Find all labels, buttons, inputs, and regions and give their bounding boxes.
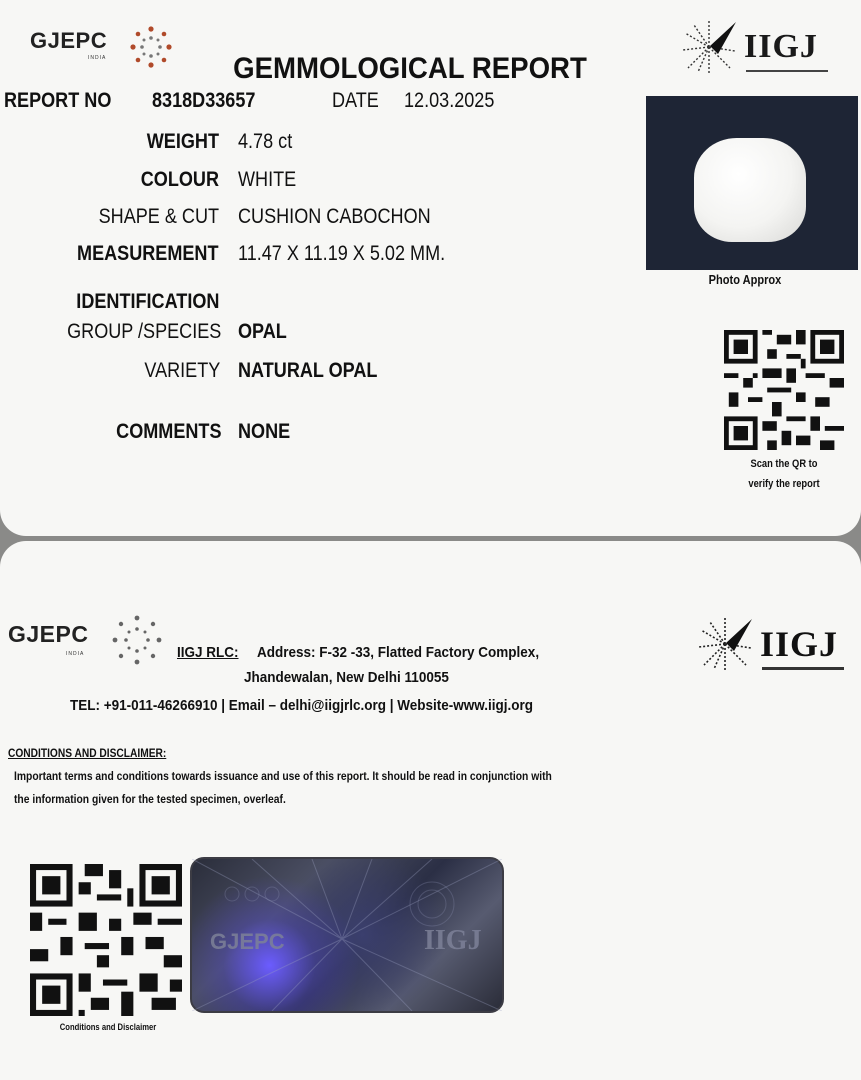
- photo-caption: Photo Approx: [708, 272, 782, 287]
- measurement-label: MEASUREMENT: [77, 242, 219, 265]
- iigj-logo-underline: [746, 70, 828, 72]
- iigj-starburst-back-icon: [696, 615, 754, 673]
- date-label: DATE: [332, 89, 379, 112]
- gjepc-logo-sub: INDIA: [88, 55, 107, 61]
- iigj-logo-back-underline: [762, 667, 844, 670]
- conditions-qr-code[interactable]: [30, 864, 182, 1016]
- variety-label: VARIETY: [144, 359, 220, 382]
- report-no-label: REPORT NO: [4, 89, 112, 112]
- report-card-front: [0, 0, 861, 536]
- gjepc-emblem-icon: [128, 24, 174, 70]
- identification-label: IDENTIFICATION: [75, 290, 219, 313]
- iigj-logo: [680, 16, 830, 76]
- conditions-line-2: the information given for the tested specimen, overleaf.: [14, 792, 286, 806]
- gjepc-emblem-back-icon: [110, 613, 164, 667]
- hologram-gjepc-text: GJEPC: [210, 929, 285, 954]
- conditions-heading: CONDITIONS AND DISCLAIMER:: [8, 746, 167, 760]
- shape-cut-value: CUSHION CABOCHON: [238, 205, 431, 228]
- colour-label: COLOUR: [140, 168, 219, 191]
- gjepc-logo-back-text: GJEPC: [8, 621, 89, 647]
- comments-value: NONE: [238, 420, 291, 443]
- iigj-starburst-icon: [680, 18, 738, 76]
- gemstone-photo: [646, 96, 858, 270]
- iigj-logo-back: [696, 611, 846, 675]
- report-no-value: 8318D33657: [152, 89, 256, 112]
- qr-caption-line-1: Scan the QR to: [750, 458, 818, 470]
- group-species-value: OPAL: [238, 320, 287, 343]
- measurement-value: 11.47 X 11.19 X 5.02 MM.: [238, 242, 446, 265]
- gjepc-logo-back: [8, 611, 168, 667]
- address-line-2: Jhandewalan, New Delhi 110055: [244, 669, 449, 686]
- variety-value: NATURAL OPAL: [238, 359, 378, 382]
- address-label: IIGJ RLC:: [177, 644, 239, 661]
- conditions-qr-caption: Conditions and Disclaimer: [59, 1022, 157, 1032]
- address-line-1: Address: F-32 -33, Flatted Factory Complex,: [257, 644, 540, 661]
- date-value: 12.03.2025: [404, 89, 495, 112]
- gjepc-logo-back-sub: INDIA: [66, 651, 85, 657]
- iigj-logo-text: IIGJ: [744, 28, 818, 65]
- colour-value: WHITE: [238, 168, 297, 191]
- weight-value: 4.78 ct: [238, 130, 293, 153]
- contact-line: TEL: +91-011-46266910 | Email – delhi@iigjrlc.org | Website-www.iigj.org: [70, 697, 534, 714]
- shape-cut-label: SHAPE & CUT: [98, 205, 219, 228]
- gjepc-logo-text: GJEPC: [30, 28, 108, 53]
- verify-qr-code[interactable]: [724, 330, 844, 450]
- hologram-iigj-text: IIGJ: [424, 925, 482, 956]
- report-card-back: [0, 541, 861, 1080]
- weight-label: WEIGHT: [146, 130, 219, 153]
- qr-caption-line-2: verify the report: [748, 478, 820, 490]
- report-title: GEMMOLOGICAL REPORT: [233, 52, 587, 85]
- gjepc-logo: [30, 24, 180, 70]
- group-species-label: GROUP /SPECIES: [66, 320, 221, 343]
- opal-cabochon-image: [694, 138, 806, 242]
- conditions-line-1: Important terms and conditions towards issuance and use of this report. It should be read in conjunction with: [14, 769, 552, 783]
- security-hologram: [190, 857, 504, 1013]
- comments-label: COMMENTS: [115, 420, 221, 443]
- iigj-logo-back-text: IIGJ: [760, 624, 839, 664]
